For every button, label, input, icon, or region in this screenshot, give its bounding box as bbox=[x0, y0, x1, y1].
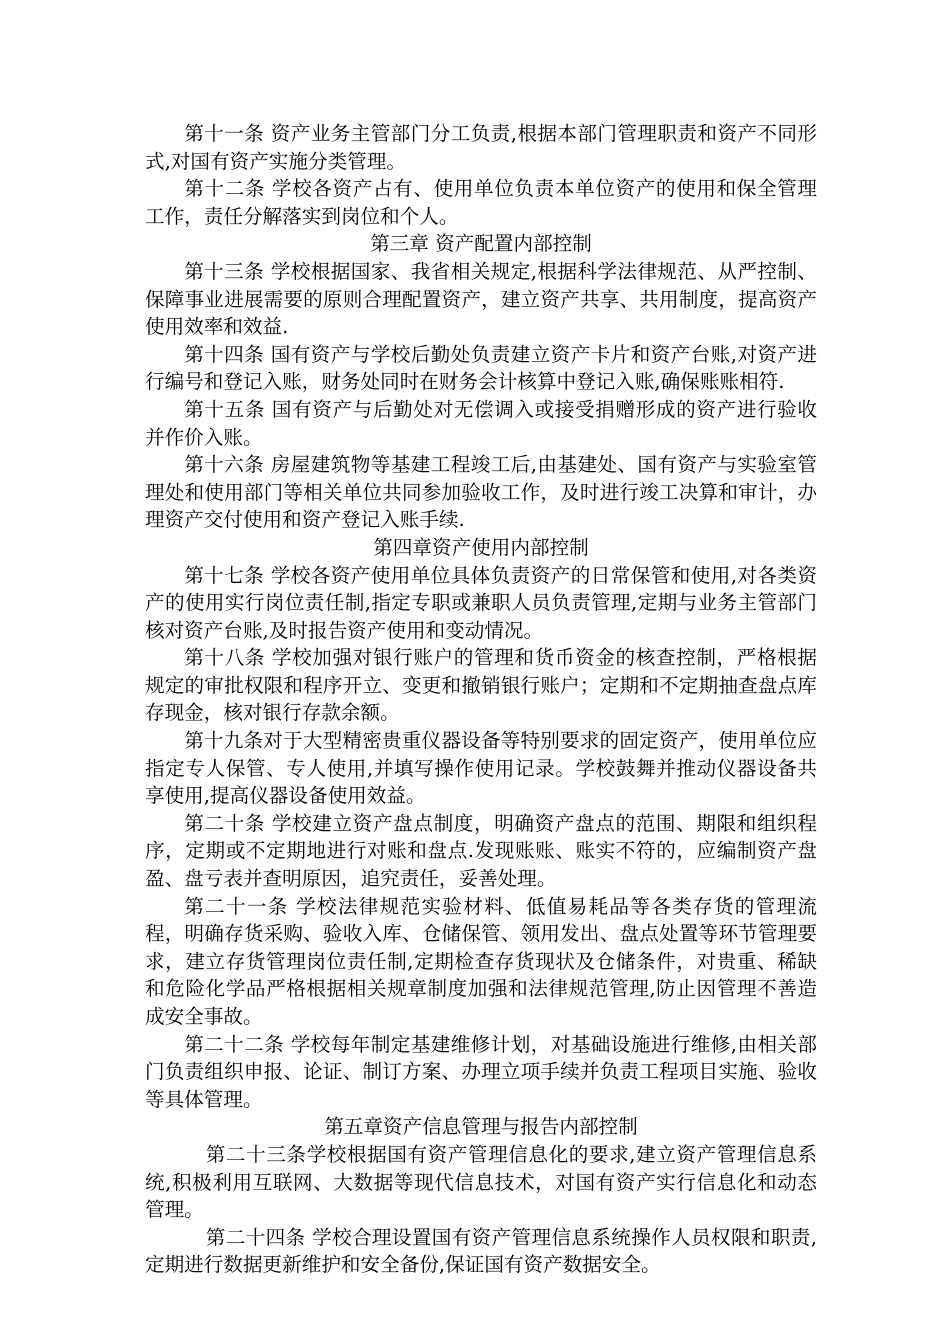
article-16: 第十六条 房屋建筑物等基建工程竣工后,由基建处、国有资产与实验室管理处和使用部门等相关单位共同参加验收工作，及时进行竣工决算和审计，办理资产交付使用和资产登记入账手续. bbox=[145, 453, 817, 532]
article-15: 第十五条 国有资产与后勤处对无偿调入或接受捐赠形成的资产进行验收并作价入账。 bbox=[145, 397, 817, 449]
article-11: 第十一条 资产业务主管部门分工负责,根据本部门管理职责和资产不同形式,对国有资产实施分类管理。 bbox=[145, 122, 817, 173]
article-21: 第二十一条 学校法律规范实验材料、低值易耗品等各类存货的管理流程，明确存货采购、验收入库、仓储保管、领用发出、盘点处置等环节管理要求，建立存货管理岗位责任制,定期检查存货现状及仓储条件，对贵重、稀缺和危险化学品严格根据相关规章制度加强和法律规范管理,防止因管理不善造成安全事故。 bbox=[145, 894, 817, 1028]
chapter-4-heading: 第四章资产使用内部控制 bbox=[373, 535, 589, 559]
article-17: 第十七条 学校各资产使用单位具体负责资产的日常保管和使用,对各类资产的使用实行岗位责任制,指定专职或兼职人员负责管理,定期与业务主管部门核对资产台账,及时报告资产使用和变动情况。 bbox=[145, 563, 817, 642]
article-19: 第十九条对于大型精密贵重仪器设备等特别要求的固定资产，使用单位应指定专人保管、专人使用,并填写操作使用记录。学校鼓舞并推动仪器设备共享使用,提高仪器设备使用效益。 bbox=[145, 729, 817, 808]
document-body bbox=[145, 120, 817, 1279]
article-14: 第十四条 国有资产与学校后勤处负责建立资产卡片和资产台账,对资产进行编号和登记入账，财务处同时在财务会计核算中登记入账,确保账账相符. bbox=[145, 342, 817, 394]
chapter-3-heading: 第三章 资产配置内部控制 bbox=[370, 232, 592, 256]
chapter-5-heading: 第五章资产信息管理与报告内部控制 bbox=[324, 1115, 638, 1139]
article-18: 第十八条 学校加强对银行账户的管理和货币资金的核查控制，严格根据规定的审批权限和程序开立、变更和撤销银行账户；定期和不定期抽查盘点库存现金，核对银行存款余额。 bbox=[145, 646, 817, 725]
article-22: 第二十二条 学校每年制定基建维修计划，对基础设施进行维修,由相关部门负责组织申报、论证、制订方案、办理立项手续并负责工程项目实施、验收等具体管理。 bbox=[145, 1032, 817, 1111]
article-23: 第二十三条学校根据国有资产管理信息化的要求,建立资产管理信息系统,积极利用互联网、大数据等现代信息技术，对国有资产实行信息化和动态管理。 bbox=[145, 1142, 817, 1222]
article-13: 第十三条 学校根据国家、我省相关规定,根据科学法律规范、从严控制、保障事业进展需要的原则合理配置资产，建立资产共享、共用制度，提高资产使用效率和效益. bbox=[145, 259, 817, 339]
article-20: 第二十条 学校建立资产盘点制度，明确资产盘点的范围、期限和组织程序，定期或不定期地进行对账和盘点.发现账账、账实不符的，应编制资产盘盈、盘亏表并查明原因，追究责任，妥善处理。 bbox=[145, 811, 817, 891]
article-24: 第二十四条 学校合理设置国有资产管理信息系统操作人员权限和职责,定期进行数据更新维护和安全备份,保证国有资产数据安全。 bbox=[145, 1225, 817, 1277]
article-12: 第十二条 学校各资产占有、使用单位负责本单位资产的使用和保全管理工作，责任分解落实到岗位和个人。 bbox=[145, 177, 817, 228]
